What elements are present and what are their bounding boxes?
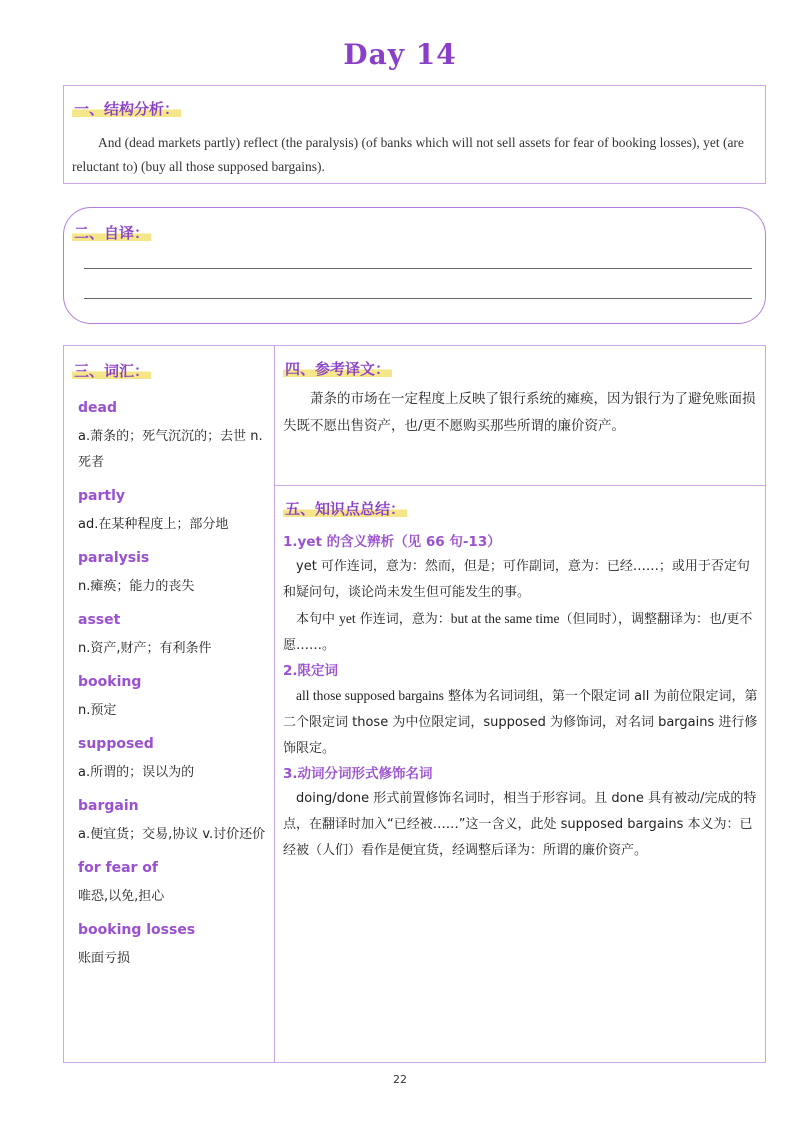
reference-heading: 四、参考译文：: [285, 360, 391, 378]
vocab-word: partly: [78, 488, 125, 504]
text-run: 整体为名词词组，第一个限定词 all 为前位限定词，第二个限定词 those 为中位限定词，supposed 为修饰词，对名词 bargains 进行修饰限定。: [283, 689, 758, 756]
knowledge-paragraph: [283, 683, 759, 762]
self-translation-box: [63, 207, 766, 324]
english-term: yet: [339, 611, 356, 626]
vocab-item: [78, 796, 268, 848]
vocab-item: [78, 486, 268, 538]
knowledge-paragraph: [283, 606, 759, 659]
structure-heading: 一、结构分析：: [74, 100, 180, 118]
self-translation-heading: 二、自译：: [74, 224, 150, 242]
text-run: 作连词，意为：: [355, 612, 451, 627]
vocab-word: booking: [78, 674, 142, 690]
page-number: 22: [393, 1073, 407, 1086]
writing-line: [84, 298, 752, 299]
writing-line: [84, 268, 752, 269]
knowledge-body: [283, 530, 759, 864]
vocab-item: [78, 610, 268, 662]
vocab-def: a.萧条的；死气沉沉的；去世 n.死者: [78, 429, 263, 470]
vocab-def: a.所谓的；误以为的: [78, 765, 195, 780]
vocab-word: supposed: [78, 736, 154, 752]
structure-analysis-box: [63, 85, 766, 184]
text-run: （但同时），调整翻译为：也/更不愿……。: [283, 612, 753, 653]
knowledge-paragraph: yet 可作连词，意为：然而，但是；可作副词，意为：已经……；或用于否定句和疑问句，谈论尚未发生但可能发生的事。: [283, 559, 750, 600]
vocab-def: n.资产,财产；有利条件: [78, 641, 212, 656]
vocab-item: [78, 920, 268, 972]
vocab-def: n.预定: [78, 703, 117, 718]
structure-text: And (dead markets partly) reflect (the paralysis) (of banks which will not sell assets for fear of booking losses), yet (are reluctant to) (buy all those supposed bargains).: [72, 135, 744, 174]
reference-section: [275, 346, 765, 485]
vocab-def: a.便宜货；交易,协议 v.讨价还价: [78, 827, 266, 842]
vocab-item: [78, 858, 268, 910]
vocab-def: 账面亏损: [78, 951, 131, 966]
vocab-def: 唯恐,以免,担心: [78, 889, 165, 904]
text-run: 本句中: [296, 612, 340, 627]
vocab-word: asset: [78, 612, 121, 628]
knowledge-subheading: 1.yet 的含义辨析（见 66 句-13）: [283, 534, 501, 550]
english-term: but at the same time: [450, 611, 560, 626]
row-divider: [274, 485, 765, 486]
knowledge-subheading: 3.动词分词形式修饰名词: [283, 766, 433, 782]
vocab-list: [78, 398, 268, 982]
vocab-item: [78, 734, 268, 786]
vocab-word: bargain: [78, 798, 139, 814]
vocab-heading: 三、词汇：: [74, 362, 150, 380]
vocab-item: [78, 398, 268, 476]
reference-text: 萧条的市场在一定程度上反映了银行系统的瘫痪，因为银行为了避免账面损失既不愿出售资产，也/更不愿购买那些所谓的廉价资产。: [283, 391, 756, 434]
english-term: all those supposed bargains: [296, 688, 444, 703]
vocab-word: booking losses: [78, 922, 196, 938]
main-table: [63, 345, 766, 1063]
vocab-def: n.瘫痪；能力的丧失: [78, 579, 195, 594]
vocab-item: [78, 672, 268, 724]
knowledge-subheading: 2.限定词: [283, 663, 339, 679]
knowledge-paragraph: doing/done 形式前置修饰名词时，相当于形容词。且 done 具有被动/完成的特点，在翻译时加入“已经被……”这一含义，此处 supposed bargains 本义为：已经被（人们）看作是便宜货，经调整后译为：所谓的廉价资产。: [283, 791, 757, 858]
vocab-item: [78, 548, 268, 600]
page-title: Day 14: [343, 38, 457, 71]
knowledge-heading: 五、知识点总结：: [285, 500, 406, 518]
vocab-word: for fear of: [78, 860, 159, 876]
vocab-word: paralysis: [78, 550, 150, 566]
vocab-def: ad.在某种程度上；部分地: [78, 517, 229, 532]
vocab-word: dead: [78, 400, 117, 416]
